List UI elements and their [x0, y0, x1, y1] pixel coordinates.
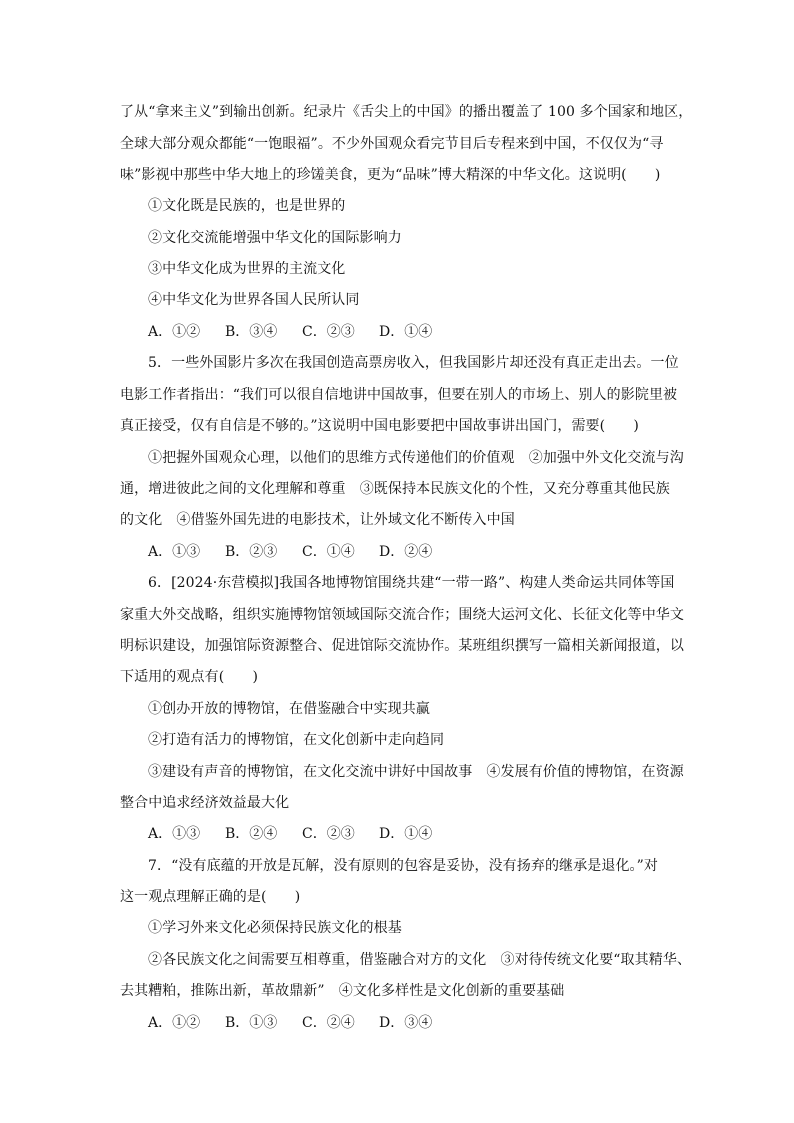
q4-statement-3: ③中华文化成为世界的主流文化 [148, 261, 346, 277]
q4-statement-2: ②文化交流能增强中华文化的国际影响力 [148, 230, 402, 246]
q6-option-a[interactable]: A．①③ [148, 826, 201, 842]
q5-statement-line-1: ①把握外国观众心理，以他们的思维方式传递他们的价值观 ②加强中外文化交流与沟 [148, 450, 684, 466]
q6-option-d[interactable]: D．①④ [379, 826, 433, 842]
q7-option-d[interactable]: D．③④ [379, 1015, 433, 1031]
q6-option-c[interactable]: C．②③ [302, 826, 355, 842]
q7-options [148, 1013, 456, 1033]
q4-option-c[interactable]: C．②③ [302, 324, 355, 340]
q6-stem-line-4: 下适用的观点有( ) [120, 669, 259, 685]
q5-option-b[interactable]: B．②③ [225, 544, 278, 560]
q7-statement-line-3: 去其糟粕，推陈出新，革故鼎新” ④文化多样性是文化创新的重要基础 [120, 983, 565, 999]
q7-option-a[interactable]: A．①② [148, 1015, 201, 1031]
q6-stem-line-3: 明标识建设，加强馆际资源整合、促进馆际交流协作。某班组织撰写一篇相关新闻报道，以 [120, 638, 684, 654]
q6-stem-line-1: 6．[2024·东营模拟]我国各地博物馆围绕共建“一带一路”、构建人类命运共同体等国 [148, 575, 675, 591]
q6-option-b[interactable]: B．②④ [225, 826, 278, 842]
q4-statement-4: ④中华文化为世界各国人民所认同 [148, 292, 360, 308]
q4-statement-1: ①文化既是民族的，也是世界的 [148, 198, 346, 214]
q7-option-b[interactable]: B．①③ [225, 1015, 278, 1031]
q7-statement-line-1: ①学习外来文化必须保持民族文化的根基 [148, 920, 402, 936]
q5-option-a[interactable]: A．①③ [148, 544, 201, 560]
q6-statement-line-2: ②打造有活力的博物馆，在文化创新中走向趋同 [148, 732, 445, 748]
q7-stem-line-2: 这一观点理解正确的是( ) [120, 889, 301, 905]
q5-option-d[interactable]: D．②④ [379, 544, 433, 560]
q5-stem-line-2: 电影工作者指出：“我们可以很自信地讲中国故事，但要在别人的市场上、别人的影院里被 [120, 387, 678, 403]
q6-options [148, 824, 456, 844]
q7-stem-line-1: 7．“没有底蕴的开放是瓦解，没有原则的包容是妥协，没有扬弃的继承是退化。”对 [148, 858, 659, 874]
q6-stem-line-2: 家重大外交战略，组织实施博物馆领域国际交流合作；围绕大运河文化、长征文化等中华文 [120, 607, 684, 623]
q6-statement-line-3: ③建设有声音的博物馆，在文化交流中讲好中国故事 ④发展有价值的博物馆，在资源 [148, 764, 684, 780]
q4-option-a[interactable]: A．①② [148, 324, 201, 340]
q6-statement-line-1: ①创办开放的博物馆，在借鉴融合中实现共赢 [148, 701, 430, 717]
q4-option-d[interactable]: D．①④ [379, 324, 433, 340]
q5-options [148, 542, 456, 562]
q5-stem-line-1: 5．一些外国影片多次在我国创造高票房收入，但我国影片却还没有真正走出去。一位 [148, 355, 679, 371]
q5-statement-line-2: 通，增进彼此之间的文化理解和尊重 ③既保持本民族文化的个性，又充分尊重其他民族 [120, 481, 670, 497]
q4-options [148, 322, 456, 342]
q5-option-c[interactable]: C．①④ [302, 544, 355, 560]
q4-stem-line-3: 味”影视中那些中华大地上的珍馐美食，更为“品味”博大精深的中华文化。这说明( ) [120, 167, 661, 183]
q7-option-c[interactable]: C．②④ [302, 1015, 355, 1031]
q4-stem-line-1: 了从“拿来主义”到输出创新。纪录片《舌尖上的中国》的播出覆盖了 100 多个国家和地区， [120, 104, 693, 120]
q7-statement-line-2: ②各民族文化之间需要互相尊重，借鉴融合对方的文化 ③对待传统文化要“取其精华、 [148, 952, 692, 968]
q5-statement-line-3: 的文化 ④借鉴外国先进的电影技术，让外域文化不断传入中国 [120, 512, 515, 528]
q6-statement-line-4: 整合中追求经济效益最大化 [120, 795, 290, 811]
q4-option-b[interactable]: B．③④ [225, 324, 278, 340]
q4-stem-line-2: 全球大部分观众都能“一饱眼福”。不少外国观众看完节目后专程来到中国，不仅仅为“寻 [120, 136, 664, 152]
q5-stem-line-3: 真正接受，仅有自信是不够的。”这说明中国电影要把中国故事讲出国门，需要( ) [120, 418, 639, 434]
